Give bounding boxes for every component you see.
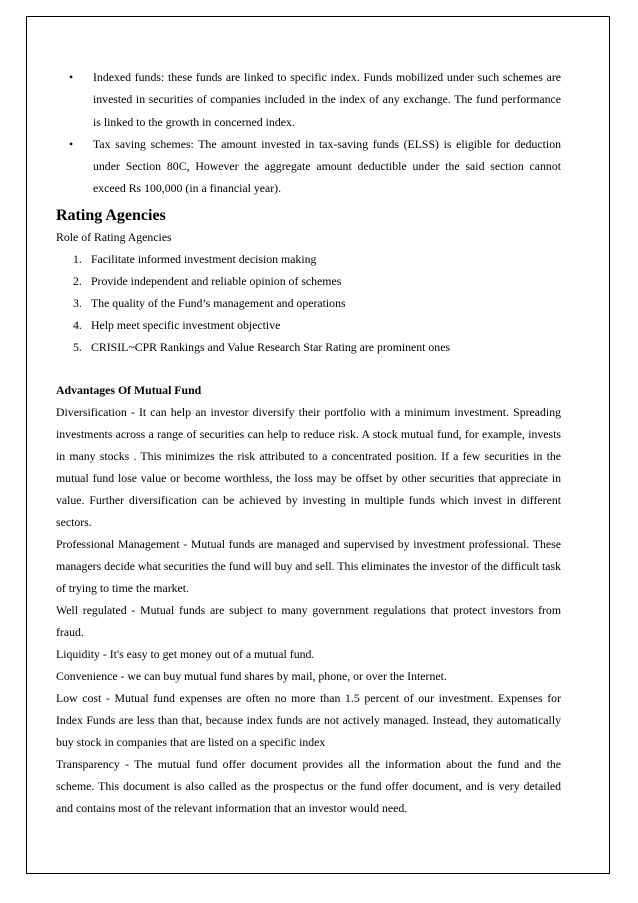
- list-item: [56, 292, 561, 314]
- list-item: [56, 133, 561, 200]
- list-number: 5.: [73, 339, 82, 354]
- list-item: [56, 270, 561, 292]
- bullet-icon: •: [69, 70, 74, 84]
- bullet-text: Tax saving schemes: The amount invested in tax-saving funds (ELSS) is eligible for deduction under Section 80C, However the aggregate amount deductible under the said section cannot exceed Rs 100,000 (in a financial year).: [93, 136, 561, 196]
- advantage-professional-management: Professional Management - Mutual funds are managed and supervised by investment professional. These managers decide what securities the fund will buy and sell. This eliminates the investor of the difficult task of trying to time the market.: [56, 536, 561, 595]
- list-text: Provide independent and reliable opinion of schemes: [91, 273, 342, 288]
- list-item: [56, 248, 561, 270]
- rating-role-label: Role of Rating Agencies: [56, 229, 172, 244]
- list-number: 4.: [73, 317, 82, 332]
- rating-roles-list: [56, 248, 561, 358]
- advantage-liquidity: Liquidity - It's easy to get money out of a mutual fund.: [56, 646, 315, 661]
- fund-types-list: [56, 66, 561, 200]
- page-content: [56, 66, 561, 819]
- bullet-icon: •: [69, 136, 74, 151]
- list-text: CRISIL~CPR Rankings and Value Research Star Rating are prominent ones: [91, 339, 451, 354]
- list-text: The quality of the Fund’s management and operations: [91, 295, 346, 310]
- list-item: [56, 314, 561, 336]
- advantages-heading: Advantages Of Mutual Fund: [56, 382, 202, 397]
- advantage-convenience: Convenience - we can buy mutual fund shares by mail, phone, or over the Internet.: [56, 668, 447, 683]
- bullet-text: Indexed funds: these funds are linked to specific index. Funds mobilized under such schemes are invested in securities of companies included in the index of any exchange. The fund performance is linked to the growth in concerned index.: [93, 70, 561, 129]
- rating-agencies-heading: Rating Agencies: [56, 206, 166, 224]
- list-item: [56, 336, 561, 358]
- list-text: Help meet specific investment objective: [91, 317, 281, 332]
- list-number: 2.: [73, 273, 82, 288]
- list-item: [56, 66, 561, 133]
- advantage-well-regulated: Well regulated - Mutual funds are subject to many government regulations that protect investors from fraud.: [56, 602, 561, 639]
- document-page: [26, 16, 610, 874]
- list-text: Facilitate informed investment decision making: [91, 251, 317, 266]
- list-number: 3.: [73, 295, 82, 310]
- advantage-low-cost: Low cost - Mutual fund expenses are often no more than 1.5 percent of our investment. Expenses for Index Funds are less than that, because index funds are not actively managed. Instead, they automatically buy stock in companies that are listed on a specific index: [56, 690, 561, 749]
- advantage-transparency: Transparency - The mutual fund offer document provides all the information about the fund and the scheme. This document is also called as the prospectus or the fund offer document, and is very detailed and contains most of the relevant information that an investor would need.: [56, 756, 561, 815]
- advantage-diversification: Diversification - It can help an investor diversify their portfolio with a minimum investment. Spreading investments across a range of securities can help to reduce risk. A stock mutual fund, for example, invests in many stocks . This minimizes the risk attributed to a concentrated position. If a few securities in the mutual fund lose value or become worthless, the loss may be offset by other securities that appreciate in value. Further diversification can be achieved by investing in multiple funds which invest in different sectors.: [56, 404, 561, 529]
- list-number: 1.: [73, 251, 82, 266]
